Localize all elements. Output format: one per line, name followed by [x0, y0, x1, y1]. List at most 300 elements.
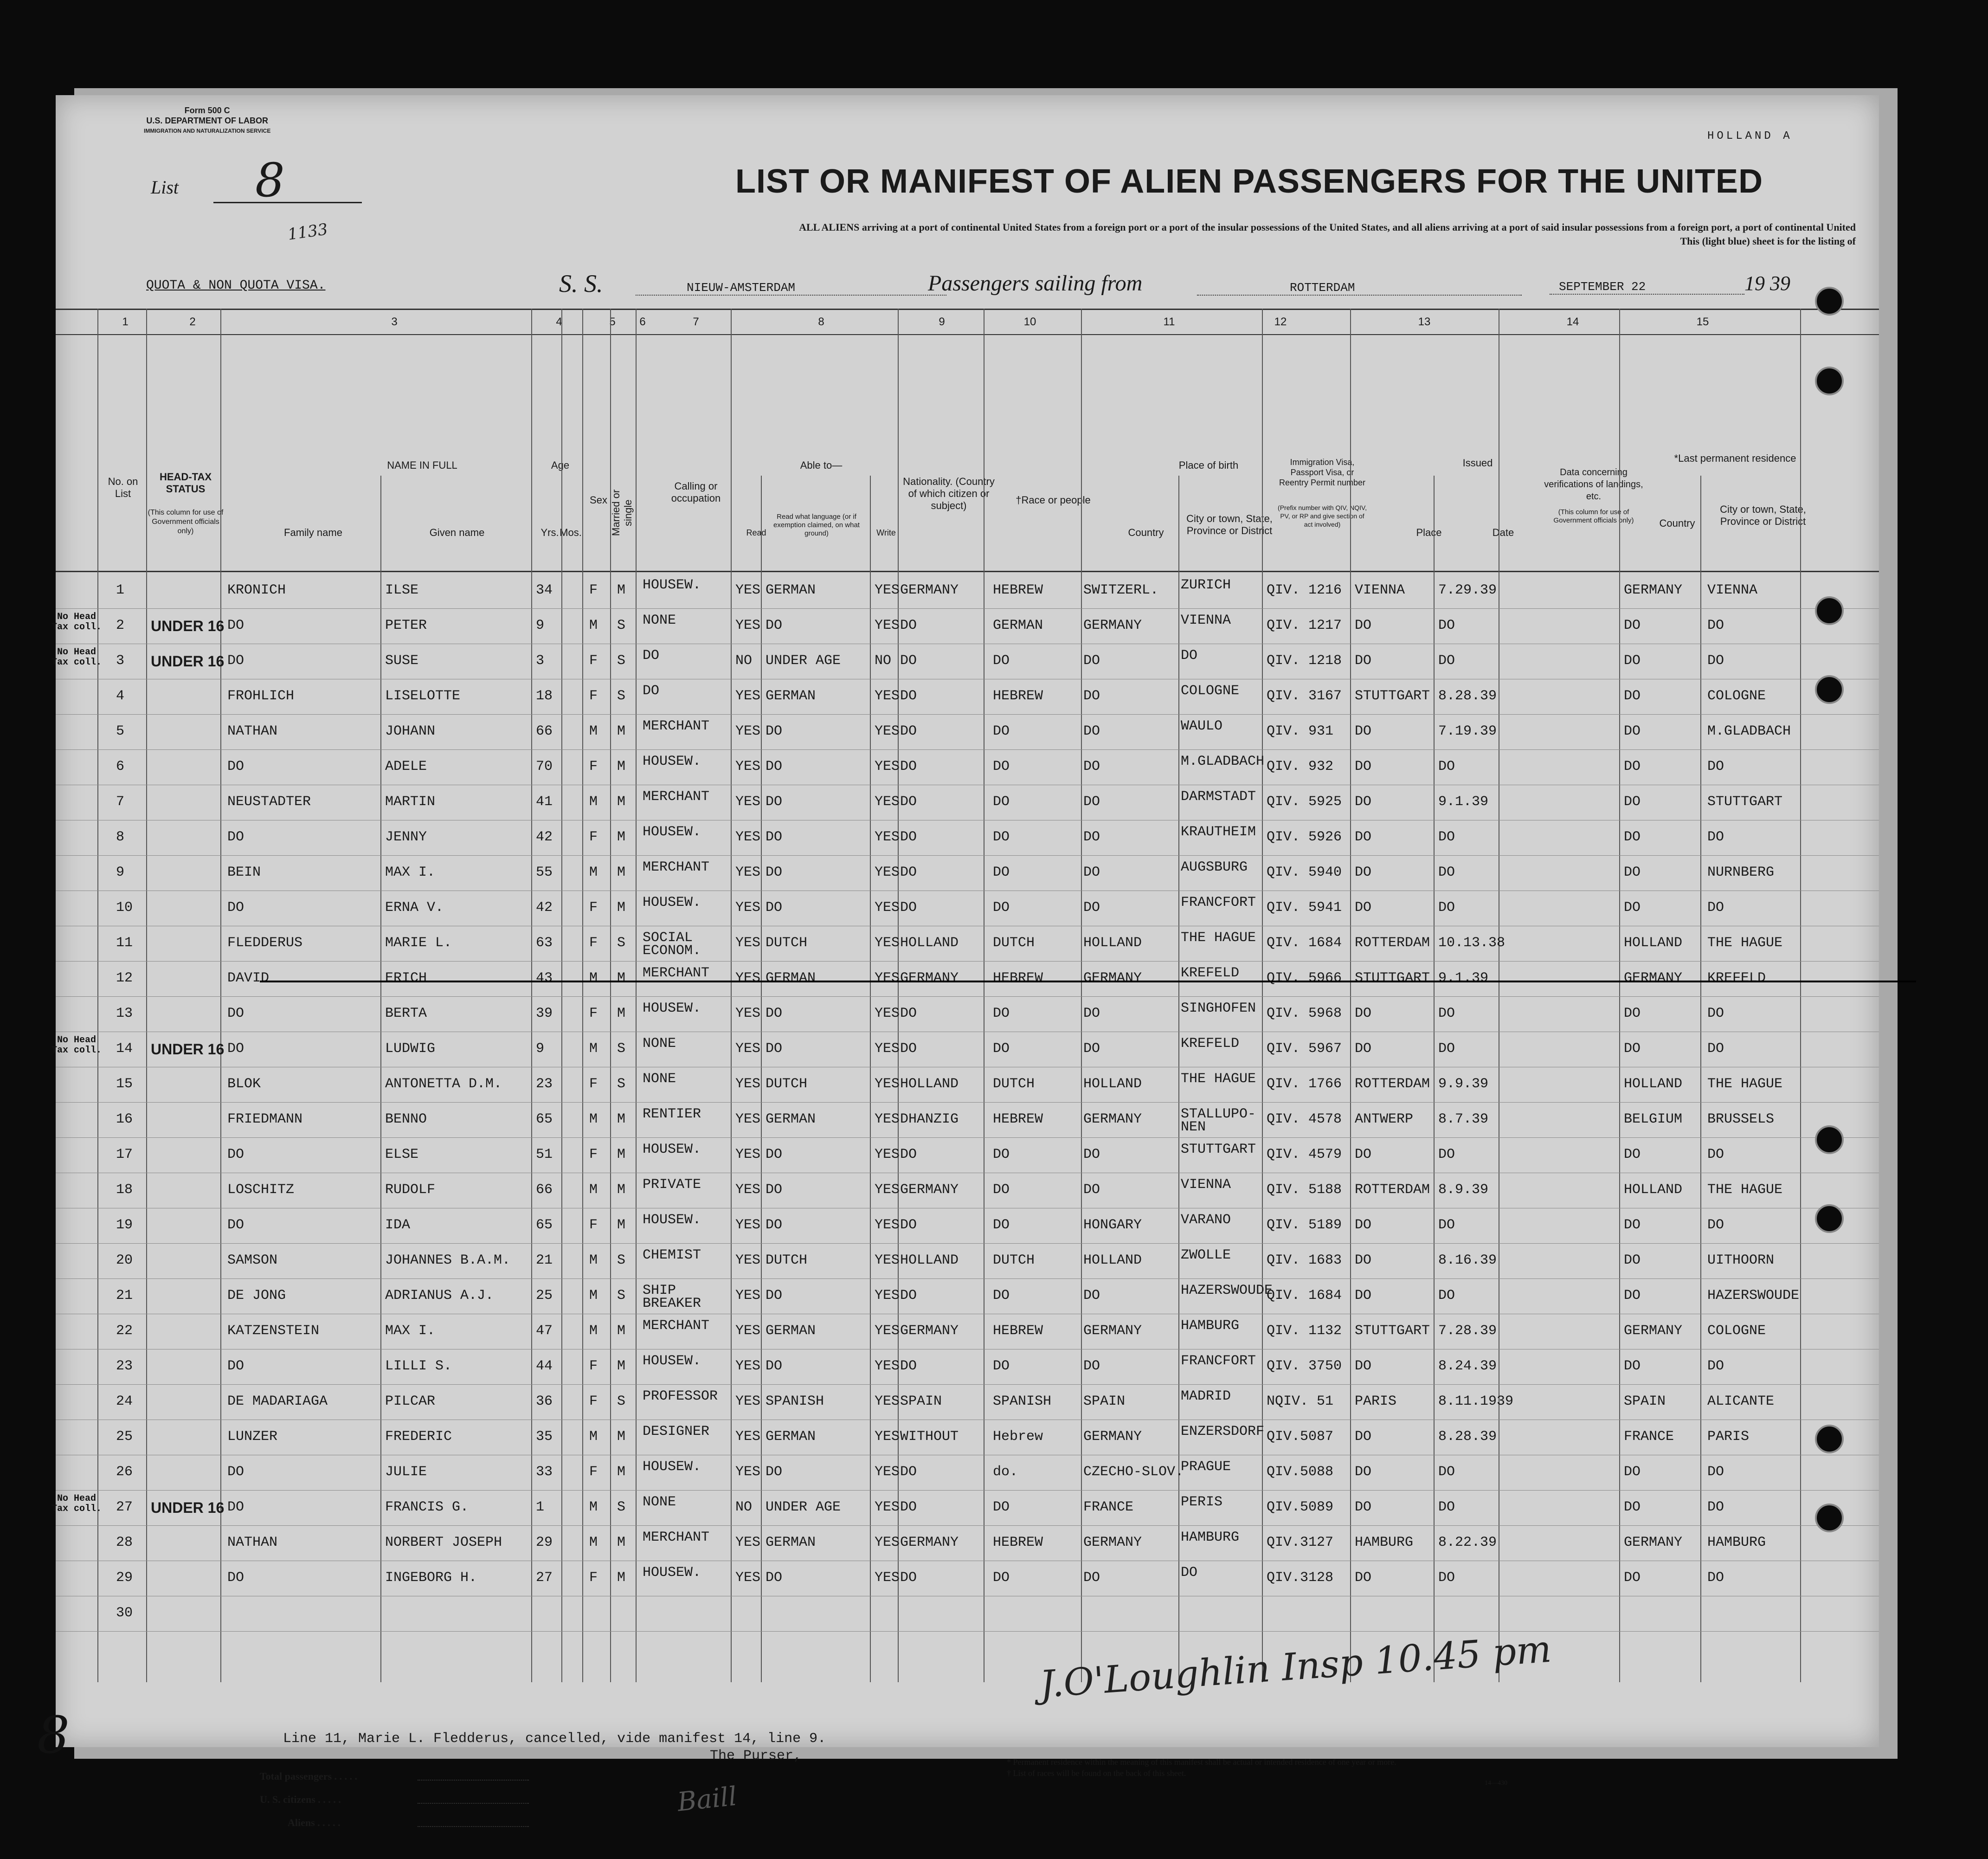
cell-lang: UNDER AGE: [766, 653, 841, 669]
cell-idate: DO: [1438, 865, 1455, 880]
table-row: [56, 785, 1879, 820]
cell-iplace: ANTWERP: [1355, 1111, 1414, 1127]
cell-age: 42: [536, 900, 553, 916]
cell-read: YES: [735, 1394, 761, 1409]
cell-ms: S: [617, 1394, 626, 1409]
cell-read: YES: [735, 1252, 761, 1268]
cell-bcountry: HOLLAND: [1083, 935, 1142, 951]
cell-rcountry: DO: [1624, 1006, 1641, 1021]
cell-ms: M: [617, 794, 626, 810]
cell-sex: M: [589, 1182, 598, 1198]
cell-read: YES: [735, 900, 761, 916]
cell-occ: HOUSEW.: [643, 824, 701, 840]
cell-iplace: DO: [1355, 653, 1372, 669]
cell-idate: DO: [1438, 1217, 1455, 1233]
cell-rcountry: GERMANY: [1624, 970, 1683, 986]
cell-occ: HOUSEW.: [643, 577, 701, 593]
cell-no: 11: [116, 935, 133, 951]
cell-visa: QIV. 4578: [1267, 1111, 1342, 1127]
cell-nat: DO: [900, 723, 917, 739]
cell-bcountry: DO: [1083, 1041, 1100, 1057]
cell-no: 28: [116, 1535, 133, 1550]
cell-given: ADELE: [385, 759, 427, 775]
cell-age: 9: [536, 618, 545, 633]
cell-read: YES: [735, 688, 761, 704]
cell-given: LISELOTTE: [385, 688, 461, 704]
cell-occ: NONE: [643, 1071, 676, 1087]
cell-visa: QIV. 1684: [1267, 935, 1342, 951]
cell-rcountry: BELGIUM: [1624, 1111, 1683, 1127]
cell-bcountry: DO: [1083, 900, 1100, 916]
cell-age: 43: [536, 970, 553, 986]
cell-visa: QIV. 1683: [1267, 1252, 1342, 1268]
cell-bcity: DARMSTADT: [1181, 789, 1256, 805]
cell-visa: QIV. 1217: [1267, 618, 1342, 633]
cell-idate: 7.19.39: [1438, 723, 1497, 739]
cell-age: 41: [536, 794, 553, 810]
cell-bcity: KRAUTHEIM: [1181, 824, 1256, 840]
cell-given: JOHANNES B.A.M.: [385, 1252, 511, 1268]
cell-sex: F: [589, 1464, 598, 1480]
cell-race: DO: [993, 865, 1010, 880]
cell-write: YES: [875, 935, 900, 951]
punch-hole: [1815, 1125, 1844, 1154]
cell-bcity: FRANCFORT: [1181, 1353, 1256, 1369]
cell-read: YES: [735, 1006, 761, 1021]
punch-hole: [1815, 287, 1844, 316]
cell-rcity: DO: [1707, 1358, 1724, 1374]
cell-no: 6: [116, 759, 125, 775]
cell-read: YES: [735, 935, 761, 951]
cell-family: DO: [227, 759, 244, 775]
cell-lang: GERMAN: [766, 1111, 816, 1127]
cell-sex: M: [589, 865, 598, 880]
cell-nat: DO: [900, 1217, 917, 1233]
cell-visa: QIV. 1684: [1267, 1288, 1342, 1304]
cell-bcity: HAZERSWOUDE: [1181, 1283, 1273, 1298]
cell-write: YES: [875, 1394, 900, 1409]
cell-idate: 9.9.39: [1438, 1076, 1489, 1092]
cell-no: 5: [116, 723, 125, 739]
cell-given: IDA: [385, 1217, 411, 1233]
cell-age: 21: [536, 1252, 553, 1268]
cell-sex: M: [589, 1499, 598, 1515]
cell-write: YES: [875, 1358, 900, 1374]
cell-read: YES: [735, 1288, 761, 1304]
cell-rcity: PARIS: [1707, 1429, 1750, 1445]
cell-family: DO: [227, 900, 244, 916]
cell-lang: DO: [766, 1217, 783, 1233]
cell-rcity: THE HAGUE: [1707, 1076, 1783, 1092]
list-underline: [213, 202, 362, 203]
cell-nat: DO: [900, 1499, 917, 1515]
cell-bcity: VIENNA: [1181, 1177, 1231, 1193]
cell-visa: QIV. 5941: [1267, 900, 1342, 916]
cell-sex: M: [589, 1111, 598, 1127]
cell-nat: DO: [900, 1288, 917, 1304]
cell-bcountry: DO: [1083, 723, 1100, 739]
cell-sex: F: [589, 1006, 598, 1021]
cell-write: YES: [875, 723, 900, 739]
cell-bcountry: DO: [1083, 865, 1100, 880]
cell-occ: MERCHANT: [643, 1318, 710, 1334]
cell-write: YES: [875, 1535, 900, 1550]
cell-write: YES: [875, 1217, 900, 1233]
table-row: [56, 1525, 1879, 1561]
cell-bcity: WAULO: [1181, 718, 1223, 734]
cell-family: KATZENSTEIN: [227, 1323, 320, 1339]
cell-rcountry: DO: [1624, 829, 1641, 845]
cell-nat: HOLLAND: [900, 1076, 959, 1092]
cell-family: DO: [227, 1358, 244, 1374]
cell-lang: DO: [766, 723, 783, 739]
cell-nat: DO: [900, 1006, 917, 1021]
cell-occ: DO: [643, 683, 660, 699]
cell-bcity: THE HAGUE: [1181, 930, 1256, 946]
cell-race: HEBREW: [993, 970, 1043, 986]
cell-given: LILLI S.: [385, 1358, 452, 1374]
cell-read: YES: [735, 618, 761, 633]
cell-lang: DO: [766, 1041, 783, 1057]
cell-rcountry: HOLLAND: [1624, 1076, 1683, 1092]
cell-tax: UNDER 16: [151, 1041, 225, 1058]
cell-write: YES: [875, 1111, 900, 1127]
cell-ms: M: [617, 1570, 626, 1586]
cell-age: 42: [536, 829, 553, 845]
departure-port: ROTTERDAM: [1197, 281, 1522, 296]
cell-bcountry: DO: [1083, 759, 1100, 775]
cell-visa: QIV. 5966: [1267, 970, 1342, 986]
cell-rcity: VIENNA: [1707, 582, 1758, 598]
punch-hole: [1815, 675, 1844, 704]
cell-iplace: DO: [1355, 1217, 1372, 1233]
cell-visa: QIV.5087: [1267, 1429, 1334, 1445]
no-head-tax-stamp: No Head Tax coll.: [51, 612, 102, 633]
cell-age: 34: [536, 582, 553, 598]
cell-family: KRONICH: [227, 582, 286, 598]
table-row: [56, 1314, 1879, 1349]
cell-nat: DO: [900, 618, 917, 633]
cell-rcountry: DO: [1624, 1041, 1641, 1057]
cell-write: YES: [875, 900, 900, 916]
cell-iplace: DO: [1355, 1499, 1372, 1515]
cell-race: SPANISH: [993, 1394, 1052, 1409]
cell-bcity: M.GLADBACH: [1181, 754, 1265, 769]
cell-occ: MERCHANT: [643, 859, 710, 875]
table-row: [56, 1455, 1879, 1491]
aliens-label: Aliens . . . . .: [288, 1817, 341, 1828]
table-row: [56, 1243, 1879, 1279]
cell-read: YES: [735, 865, 761, 880]
cell-lang: DO: [766, 900, 783, 916]
cell-nat: DO: [900, 794, 917, 810]
cell-rcountry: DO: [1624, 865, 1641, 880]
cell-iplace: ROTTERDAM: [1355, 935, 1430, 951]
cell-given: SUSE: [385, 653, 419, 669]
cell-bcity: DO: [1181, 648, 1198, 664]
intro-text: ALL ALIENS arriving at a port of continental United States from a foreign port or a port of the insular possessions of the United States, and all aliens arriving at a port of said insular possessions from a foreign port, a port of continental United This (light blue) sheet is for the listing of: [799, 221, 1856, 247]
cell-family: DO: [227, 1147, 244, 1162]
cell-family: DO: [227, 653, 244, 669]
cell-family: NATHAN: [227, 723, 278, 739]
cell-visa: QIV. 5940: [1267, 865, 1342, 880]
cell-family: DO: [227, 1464, 244, 1480]
cell-ms: S: [617, 1288, 626, 1304]
cell-race: DO: [993, 1570, 1010, 1586]
cell-no: 3: [116, 653, 125, 669]
cell-race: DO: [993, 723, 1010, 739]
cell-idate: 8.9.39: [1438, 1182, 1489, 1198]
cell-write: YES: [875, 582, 900, 598]
cell-rcountry: DO: [1624, 1464, 1641, 1480]
cell-race: HEBREW: [993, 688, 1043, 704]
cell-age: 29: [536, 1535, 553, 1550]
cell-visa: QIV. 1766: [1267, 1076, 1342, 1092]
cell-occ: MERCHANT: [643, 1530, 710, 1545]
cell-sex: M: [589, 794, 598, 810]
cell-idate: 8.28.39: [1438, 1429, 1497, 1445]
visa-category: QUOTA & NON QUOTA VISA.: [146, 278, 326, 293]
cell-race: DO: [993, 900, 1010, 916]
cell-family: SAMSON: [227, 1252, 278, 1268]
cell-rcity: DO: [1707, 1217, 1724, 1233]
table-row: [56, 714, 1879, 750]
cell-ms: S: [617, 1252, 626, 1268]
cell-nat: DO: [900, 688, 917, 704]
cell-no: 15: [116, 1076, 133, 1092]
cell-rcity: KREFELD: [1707, 970, 1766, 986]
cell-family: DO: [227, 1499, 244, 1515]
cell-nat: DO: [900, 1358, 917, 1374]
cell-age: 35: [536, 1429, 553, 1445]
table-row: [56, 820, 1879, 856]
cell-iplace: ROTTERDAM: [1355, 1182, 1430, 1198]
cell-age: 1: [536, 1499, 545, 1515]
cell-lang: DO: [766, 1358, 783, 1374]
cell-bcity: HAMBURG: [1181, 1530, 1240, 1545]
cell-family: DO: [227, 829, 244, 845]
cell-lang: DO: [766, 759, 783, 775]
cell-sex: M: [589, 1041, 598, 1057]
cell-rcountry: DO: [1624, 688, 1641, 704]
cell-nat: WITHOUT: [900, 1429, 959, 1445]
cell-given: INGEBORG H.: [385, 1570, 477, 1586]
cell-bcity: MADRID: [1181, 1388, 1231, 1404]
cell-age: 66: [536, 1182, 553, 1198]
cell-lang: DO: [766, 618, 783, 633]
cell-idate: DO: [1438, 1041, 1455, 1057]
form-identifier: Form 500 C U.S. DEPARTMENT OF LABOR IMMIGRATION AND NATURALIZATION SERVICE: [144, 106, 271, 134]
cell-no: 21: [116, 1288, 133, 1304]
punch-hole: [1815, 1504, 1844, 1532]
cell-given: MAX I.: [385, 865, 436, 880]
cell-occ: NONE: [643, 1036, 676, 1052]
cell-bcountry: DO: [1083, 1006, 1100, 1021]
list-hand-note: 1133: [286, 220, 329, 244]
table-row: [51, 608, 1879, 644]
cell-rcountry: DO: [1624, 1217, 1641, 1233]
cell-rcountry: HOLLAND: [1624, 1182, 1683, 1198]
cell-idate: DO: [1438, 1006, 1455, 1021]
cell-write: YES: [875, 1288, 900, 1304]
cell-occ: HOUSEW.: [643, 1565, 701, 1581]
cell-nat: GERMANY: [900, 1182, 959, 1198]
cell-age: 36: [536, 1394, 553, 1409]
cell-no: 19: [116, 1217, 133, 1233]
cell-read: YES: [735, 1429, 761, 1445]
cell-family: BEIN: [227, 865, 261, 880]
cell-visa: QIV. 1216: [1267, 582, 1342, 598]
table-row: [56, 1384, 1879, 1420]
cell-rcity: DO: [1707, 1147, 1724, 1162]
cell-race: DO: [993, 759, 1010, 775]
cell-bcity: KREFELD: [1181, 965, 1240, 981]
cell-ms: M: [617, 1464, 626, 1480]
cell-idate: DO: [1438, 1464, 1455, 1480]
cell-bcountry: DO: [1083, 1182, 1100, 1198]
cell-idate: DO: [1438, 1499, 1455, 1515]
cell-occ: NONE: [643, 613, 676, 628]
cell-occ: SHIP BREAKER: [643, 1283, 701, 1311]
cell-write: YES: [875, 759, 900, 775]
cell-bcity: FRANCFORT: [1181, 895, 1256, 910]
cell-rcity: COLOGNE: [1707, 1323, 1766, 1339]
cell-nat: DO: [900, 865, 917, 880]
cell-visa: QIV. 3167: [1267, 688, 1342, 704]
cell-write: YES: [875, 865, 900, 880]
sailing-label: Passengers sailing from: [928, 271, 1143, 296]
cell-ms: M: [617, 582, 626, 598]
cell-idate: 8.22.39: [1438, 1535, 1497, 1550]
cell-age: 27: [536, 1570, 553, 1586]
cell-age: 44: [536, 1358, 553, 1374]
cell-bcountry: DO: [1083, 829, 1100, 845]
cell-rcountry: DO: [1624, 723, 1641, 739]
cell-family: BLOK: [227, 1076, 261, 1092]
cell-bcity: STALLUPO-NEN: [1181, 1106, 1256, 1135]
cell-nat: DO: [900, 1147, 917, 1162]
cell-occ: HOUSEW.: [643, 1142, 701, 1157]
cell-iplace: DO: [1355, 1570, 1372, 1586]
cell-rcity: BRUSSELS: [1707, 1111, 1775, 1127]
cell-age: 63: [536, 935, 553, 951]
cell-race: HEBREW: [993, 1323, 1043, 1339]
cell-race: DUTCH: [993, 1252, 1035, 1268]
cell-ms: M: [617, 1429, 626, 1445]
cell-rcountry: DO: [1624, 759, 1641, 775]
cell-ms: M: [617, 1217, 626, 1233]
cell-ms: M: [617, 1006, 626, 1021]
cell-visa: QIV. 931: [1267, 723, 1334, 739]
cell-no: 25: [116, 1429, 133, 1445]
cell-family: DE JONG: [227, 1288, 286, 1304]
cell-bcountry: DO: [1083, 1288, 1100, 1304]
ss-label: S. S.: [559, 270, 603, 297]
cell-given: JOHANN: [385, 723, 436, 739]
cell-rcountry: DO: [1624, 1499, 1641, 1515]
cell-bcity: SINGHOFEN: [1181, 1001, 1256, 1016]
cell-nat: GERMANY: [900, 582, 959, 598]
cell-age: 70: [536, 759, 553, 775]
cell-iplace: DO: [1355, 1288, 1372, 1304]
cell-visa: QIV. 3750: [1267, 1358, 1342, 1374]
cell-iplace: STUTTGART: [1355, 688, 1430, 704]
cell-no: 7: [116, 794, 125, 810]
cell-age: 66: [536, 723, 553, 739]
cell-lang: DO: [766, 794, 783, 810]
manifest-sheet: [37, 95, 1879, 1828]
cell-race: DO: [993, 1358, 1010, 1374]
cell-read: YES: [735, 582, 761, 598]
cell-ms: S: [617, 1076, 626, 1092]
punch-hole: [1815, 1425, 1844, 1453]
cell-iplace: DO: [1355, 759, 1372, 775]
cell-write: YES: [875, 1006, 900, 1021]
cell-family: NATHAN: [227, 1535, 278, 1550]
ship-name: NIEUW-AMSTERDAM: [636, 281, 946, 296]
cell-iplace: DO: [1355, 1429, 1372, 1445]
cell-rcity: DO: [1707, 1464, 1724, 1480]
cell-rcity: DO: [1707, 653, 1724, 669]
cell-given: ILSE: [385, 582, 419, 598]
cell-bcity: ZURICH: [1181, 577, 1231, 593]
cell-given: ANTONETTA D.M.: [385, 1076, 502, 1092]
cell-given: PILCAR: [385, 1394, 436, 1409]
cell-visa: QIV.3127: [1267, 1535, 1334, 1550]
cell-tax: UNDER 16: [151, 618, 225, 634]
cell-idate: 7.28.39: [1438, 1323, 1497, 1339]
cell-nat: DO: [900, 1570, 917, 1586]
cell-visa: QIV. 5967: [1267, 1041, 1342, 1057]
cell-ms: M: [617, 1111, 626, 1127]
cell-write: YES: [875, 794, 900, 810]
cell-given: ELSE: [385, 1147, 419, 1162]
cell-rcity: DO: [1707, 829, 1724, 845]
cell-write: NO: [875, 653, 892, 669]
cell-age: 51: [536, 1147, 553, 1162]
cell-lang: DUTCH: [766, 1252, 808, 1268]
cell-write: YES: [875, 1323, 900, 1339]
table-row: [51, 1490, 1879, 1526]
cell-family: DO: [227, 1570, 244, 1586]
cell-rcountry: GERMANY: [1624, 582, 1683, 598]
cell-no: 13: [116, 1006, 133, 1021]
cell-occ: HOUSEW.: [643, 1353, 701, 1369]
cell-no: 22: [116, 1323, 133, 1339]
cell-iplace: PARIS: [1355, 1394, 1397, 1409]
cell-given: BENNO: [385, 1111, 427, 1127]
cell-rcountry: DO: [1624, 1570, 1641, 1586]
cell-bcountry: HONGARY: [1083, 1217, 1142, 1233]
cell-given: BERTA: [385, 1006, 427, 1021]
cell-read: NO: [735, 653, 753, 669]
cell-bcity: HAMBURG: [1181, 1318, 1240, 1334]
cell-ms: S: [617, 935, 626, 951]
table-header: 1 2 3 4 5 6 7 8 9 10 11 12 13 14 15 No. on List HEAD-TAX STATUS (This column for use of Government officials only) NAME IN FULL Family name Given name Age Yrs. Mos. Sex Married or single Calling or occupation Able to— Read Read what language (or if exemption claimed, on what ground) Write Nationality. (Country of which citizen or subject) †Race or people Place of birth Country City or town, State, Province or District Immigration Visa, Passport Visa, or Reentry Permit number (Prefix number with QIV, NQIV, PV, or RP and give section of act involved) Issued Place Date Data concerning verifications of landings, etc. (This column for use of Government officials only) *Last permanent residence Country City or town, State, Province or District: [56, 309, 1879, 573]
cell-occ: NONE: [643, 1494, 676, 1510]
cell-given: MAX I.: [385, 1323, 436, 1339]
cell-occ: DESIGNER: [643, 1424, 710, 1439]
cell-bcountry: GERMANY: [1083, 1323, 1142, 1339]
cell-idate: DO: [1438, 618, 1455, 633]
cell-nat: HOLLAND: [900, 1252, 959, 1268]
cell-family: DO: [227, 1006, 244, 1021]
cell-lang: DUTCH: [766, 935, 808, 951]
cell-no: 29: [116, 1570, 133, 1586]
cell-occ: MERCHANT: [643, 965, 710, 981]
punch-hole: [1815, 367, 1844, 395]
cell-read: YES: [735, 829, 761, 845]
